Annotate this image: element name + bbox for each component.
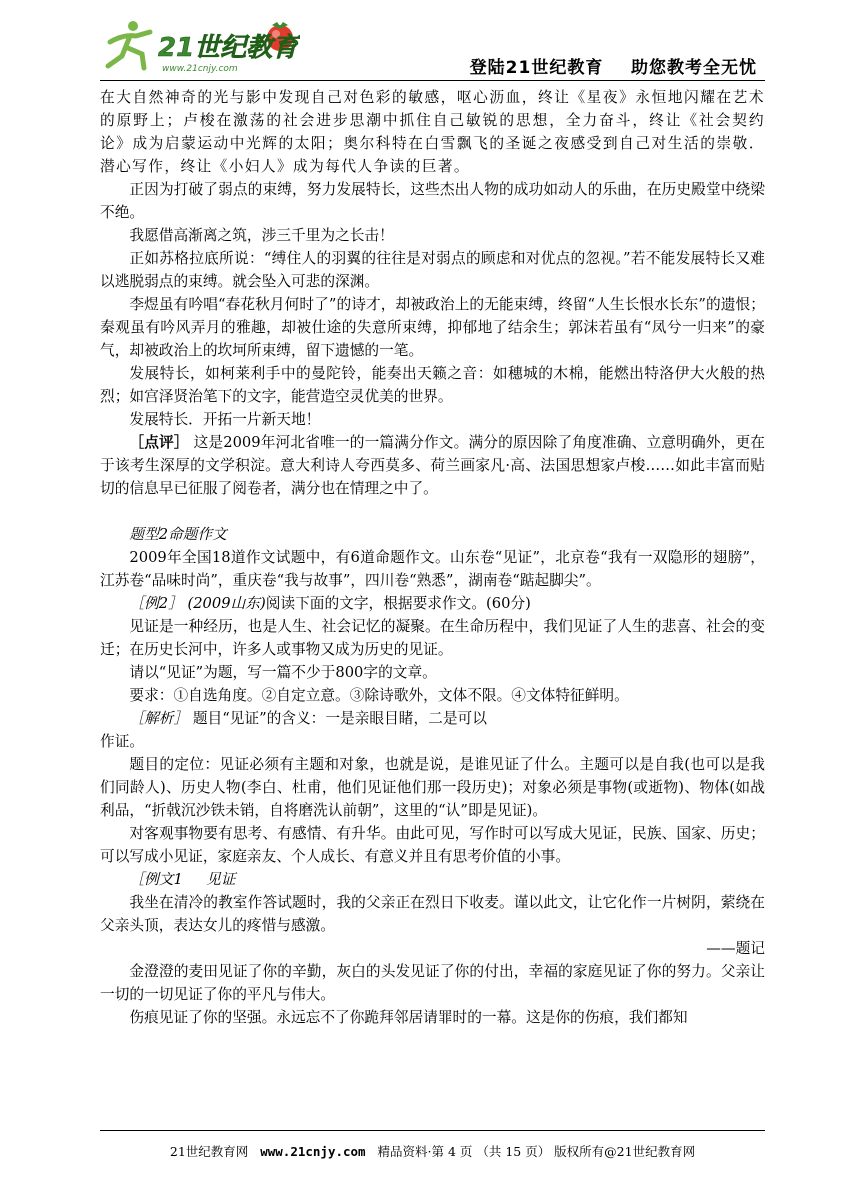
header-slogan: 登陆21世纪教育 助您教考全无忧 bbox=[469, 58, 757, 78]
paragraph: 金澄澄的麦田见证了你的辛勤，灰白的头发见证了你的付出，幸福的家庭见证了你的努力。父亲让一切的一切见证了你的平凡与伟大。 bbox=[100, 963, 765, 1003]
footer-url[interactable]: www.21cnjy.com bbox=[260, 1144, 366, 1159]
paragraph: 作证。 bbox=[100, 733, 145, 750]
paragraph: 我坐在清冷的教室作答试题时，我的父亲正在烈日下收麦。谨以此文，让它化作一片树阴，萦绕在父亲头顶，表达女儿的疼惜与感激。 bbox=[100, 894, 765, 934]
analysis-label: ［解析］ bbox=[129, 710, 189, 727]
page-footer bbox=[100, 1130, 765, 1170]
paragraph: 正如苏格拉底所说：“缚住人的羽翼的往往是对弱点的顾虑和对优点的忽视。”若不能发展特长又难以逃脱弱点的束缚。就会坠入可悲的深渊。 bbox=[100, 250, 765, 290]
footer-divider bbox=[100, 1130, 765, 1131]
footer-text bbox=[100, 1142, 765, 1160]
example-source: (2009山东) bbox=[187, 595, 266, 612]
paragraph: 题目的定位：见证必须有主题和对象，也就是说，是谁见证了什么。主题可以是自我(也可以是我们同龄人)、历史人物(李白、杜甫，他们见证他们那一段历史)；对象必须是事物(或逝物)、物体(如战利品，“折戟沉沙铁未销，自将磨洗认前朝”，这里的“认”即是见证)。 bbox=[100, 756, 765, 819]
essay-label: ［例文1 bbox=[129, 871, 183, 888]
analysis-heading bbox=[100, 707, 765, 730]
spacer bbox=[100, 500, 765, 523]
document-body bbox=[100, 86, 765, 1029]
example-label: ［例2］ bbox=[129, 595, 183, 612]
comment-label: ［点评］ bbox=[129, 434, 189, 451]
analysis-text: 题目“见证”的含义：一是亲眼目睹，二是可以 bbox=[192, 710, 487, 727]
paragraph: 发展特长，如柯莱利手中的曼陀铃，能奏出天籁之音：如穗城的木棉，能燃出特洛伊大火般的热烈；如宫泽贤治笔下的文字，能营造空灵优美的世界。 bbox=[100, 365, 765, 405]
paragraph: 正因为打破了弱点的束缚，努力发展特长，这些杰出人物的成功如动人的乐曲，在历史殿堂中绕梁不绝。 bbox=[100, 181, 765, 221]
paragraph: 发展特长．开拓一片新天地！ bbox=[129, 411, 321, 428]
paragraph: 伤痕见证了你的坚强。永远忘不了你跪拜邻居请罪时的一幕。这是你的伤痕，我们都知 bbox=[129, 1009, 688, 1026]
site-logo[interactable] bbox=[100, 12, 300, 76]
logo-text: 21世纪教育 bbox=[158, 33, 299, 63]
header-divider bbox=[100, 80, 765, 81]
paragraph: 2009年全国18道作文试题中，有6道命题作文。山东卷“见证”，北京卷“我有一双隐形的翅膀”，江苏卷“品味时尚”，重庆卷“我与故事”，四川卷“熟悉”，湖南卷“踮起脚尖”。 bbox=[100, 549, 765, 589]
paragraph: 对客观事物要有思考、有感情、有升华。由此可见，写作时可以写成大见证，民族、国家、历史；可以写成小见证，家庭亲友、个人成长、有意义并且有思考价值的小事。 bbox=[100, 825, 765, 865]
comment-paragraph bbox=[100, 431, 765, 500]
comment-text: 这是2009年河北省唯一的一篇满分作文。满分的原因除了角度准确、立意明确外，更在于该考生深厚的文学积淀。意大利诗人夸西莫多、荷兰画家凡·高、法国思想家卢梭……如此丰富而贴切的信息早已征服了阅卷者，满分也在情理之中了。 bbox=[100, 434, 765, 497]
essay-title: 见证 bbox=[206, 871, 236, 888]
example-heading bbox=[100, 592, 765, 615]
section-title: 题型2命题作文 bbox=[129, 526, 227, 543]
paragraph: 要求：①自选角度。②自定立意。③除诗歌外，文体不限。④文体特征鲜明。 bbox=[129, 687, 629, 704]
paragraph: 请以“见证”为题，写一篇不少于800字的文章。 bbox=[129, 664, 437, 681]
preface-signature: ——题记 bbox=[706, 940, 765, 957]
footer-page-info: 精品资料·第 4 页 （共 15 页） 版权所有@21世纪教育网 bbox=[377, 1144, 696, 1159]
page-header bbox=[100, 0, 765, 82]
example-instruction: 阅读下面的文字，根据要求作文。(60分) bbox=[265, 595, 531, 612]
essay-heading bbox=[100, 868, 765, 891]
footer-site: 21世纪教育网 bbox=[169, 1144, 249, 1159]
paragraph: 见证是一种经历，也是人生、社会记忆的凝聚。在生命历程中，我们见证了人生的悲喜、社会的变迁；在历史长河中，许多人或事物又成为历史的见证。 bbox=[100, 618, 765, 658]
paragraph: 李煜虽有吟唱“春花秋月何时了”的诗才，却被政治上的无能束缚，终留“人生长恨水长东”的遗恨；秦观虽有吟风弄月的雅趣，却被仕途的失意所束缚，抑郁地了结余生；郭沫若虽有“凤兮一归来”的豪气，却被政治上的坎坷所束缚，留下遗憾的一笔。 bbox=[100, 296, 765, 359]
paragraph: 在大自然神奇的光与影中发现自己对色彩的敏感，呕心沥血，终让《星夜》永恒地闪耀在艺术的原野上；卢梭在激荡的社会进步思潮中抓住自己敏锐的思想，全力奋斗，终让《社会契约论》成为启蒙运动中光辉的太阳；奥尔科特在白雪飘飞的圣诞之夜感受到自己对生活的崇敬．潜心写作，终让《小妇人》成为每代人争读的巨著。 bbox=[100, 89, 765, 175]
paragraph: 我愿借高渐离之筑，涉三千里为之长击！ bbox=[129, 227, 394, 244]
logo-url: www.21cnjy.com bbox=[162, 64, 238, 74]
runner-icon bbox=[108, 21, 150, 68]
